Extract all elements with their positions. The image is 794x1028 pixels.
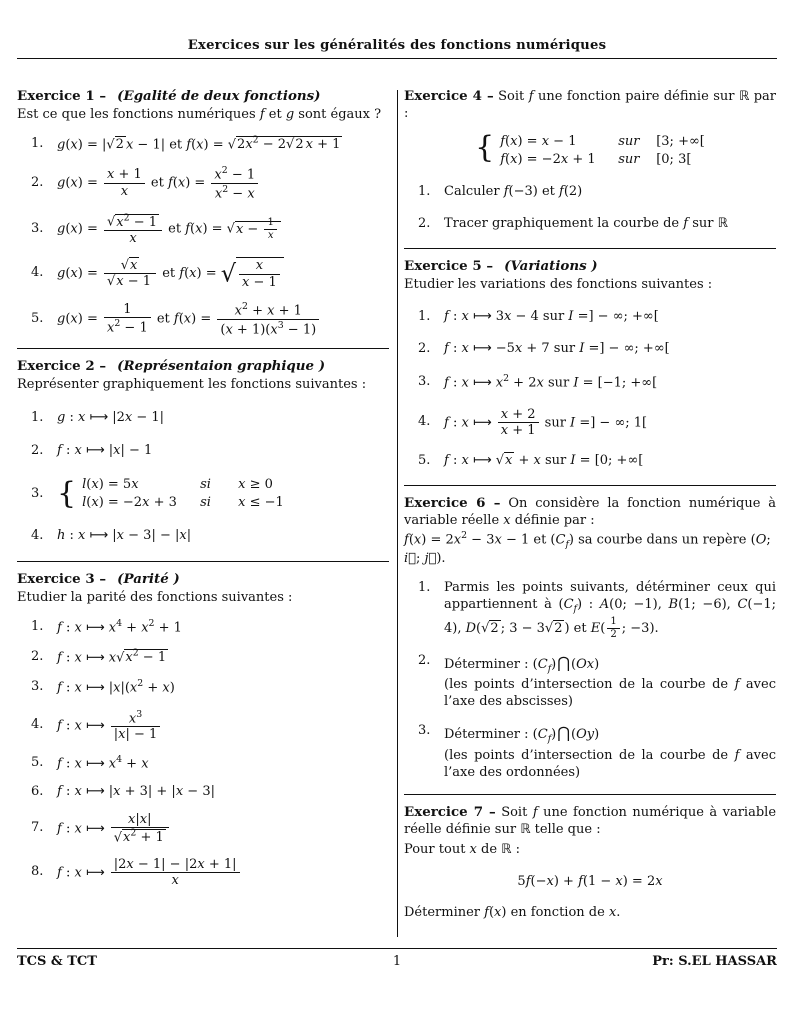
exercise-3-name: (Parité ) [117, 571, 180, 588]
case-keyword: sur [618, 151, 640, 167]
exercise-7-conclusion: Déterminer f(x) en fonction de x. [404, 905, 621, 921]
item-math: f : x ⟼ 3x − 4 sur I =] − ∞; +∞[ [444, 308, 659, 324]
item-number: 2. [31, 442, 44, 458]
ex3-item [31, 678, 389, 697]
exercise-4-intro: Soit f une fonction paire définie sur ℝ par : [404, 89, 776, 121]
item-math: f : x ⟼ |x| − 1 [57, 442, 153, 458]
ex4-item [418, 184, 776, 201]
case-row [500, 151, 705, 169]
exercise-2-title [17, 358, 389, 376]
exercise-7-equation: 5f(−x) + f(1 − x) = 2x [517, 874, 663, 890]
exercise-1-label: Exercice 1 – [17, 88, 107, 104]
exercise-7-label: Exercice 7 – [404, 803, 496, 820]
exercise-1-intro: Est ce que les fonctions numériques f et g sont égaux ? [17, 106, 382, 122]
item-number: 4. [31, 265, 44, 281]
exercise-3-intro: Etudier la parité des fonctions suivantes : [17, 589, 293, 605]
item-math: Tracer graphiquement la courbe de f sur ℝ [444, 216, 728, 232]
ex3-item [31, 648, 389, 667]
ex3-item [31, 709, 389, 743]
case-keyword: si [200, 495, 211, 511]
section-divider [404, 485, 776, 486]
ex3-item [31, 812, 389, 846]
item-number: 1. [31, 410, 44, 426]
item-math: g : x ⟼ |2x − 1| [57, 410, 165, 426]
exercise-6-items [418, 580, 776, 782]
case-expression: f(x) = −2x + 1 [500, 151, 596, 167]
exercise-4-head [404, 88, 776, 123]
item-math: f : x ⟼ $x√x^2 - 1$ [57, 648, 167, 666]
ex4-item [418, 216, 776, 233]
exercise-7-head [404, 804, 776, 839]
item-number: 3. [418, 373, 431, 389]
item-text [444, 653, 776, 712]
ex2-item [31, 528, 389, 545]
case-keyword: si [200, 476, 211, 492]
exercise-7 [404, 804, 776, 922]
item-math: Calculer f(−3) et f(2) [444, 184, 583, 200]
ex5-item [418, 341, 776, 358]
ex5-item [418, 453, 776, 470]
exercise-7-intro: Soit f une fonction numérique à variable réelle définie sur ℝ telle que : [404, 804, 777, 837]
exercise-2-name: (Représentaion graphique ) [117, 358, 326, 375]
item-number: 3. [418, 723, 431, 739]
item-math: f : x ⟼ $\frac{x|x|}{√x^2 + 1}$ [57, 812, 389, 846]
ex1-item [31, 165, 389, 201]
piecewise-cases [500, 133, 705, 169]
ex2-item [31, 410, 389, 427]
item-math: h : x ⟼ |x − 3| − |x| [57, 528, 192, 544]
section-divider [17, 561, 389, 562]
determine-line: Déterminer : $(C_f)⋂(Ox)$ [444, 653, 600, 675]
item-math: f : x ⟼ $\frac{|2x - 1| - |2x + 1|}{x}$ [57, 857, 389, 889]
item-number: 2. [31, 649, 44, 665]
footer-class: TCS & TCT [17, 954, 97, 969]
ex6-item [418, 653, 776, 712]
case-keyword: sur [618, 133, 640, 149]
item-number: 4. [418, 414, 431, 430]
item-math: f : x ⟼ $x^4 + x^2 + 1$ [57, 617, 182, 636]
ex1-item [31, 135, 389, 154]
exercise-2-label: Exercice 2 – [17, 358, 107, 375]
item-math: f : x ⟼ $x^4 + x$ [57, 753, 149, 771]
footer-row [17, 954, 777, 972]
ex5-item [418, 309, 776, 326]
exercise-4-label: Exercice 4 – [404, 88, 494, 104]
case-domain: [0; 3[ [656, 151, 692, 167]
exercise-1-items [31, 135, 389, 337]
case-expression: l(x) = −2x + 3 [82, 495, 177, 511]
item-math: f : x ⟼ |x + 3| + |x − 3| [57, 783, 215, 799]
item-number: 5. [31, 310, 44, 326]
footer-page-number: 1 [392, 954, 402, 969]
case-row [500, 133, 705, 151]
item-number: 6. [31, 783, 44, 799]
item-number: 3. [31, 485, 44, 501]
explanation-line: (les points d’intersection de la courbe de f avec l’axe des ordonnées) [444, 747, 776, 780]
item-number: 3. [31, 220, 44, 236]
item-math: f : x ⟼ −5x + 7 sur I =] − ∞; +∞[ [444, 340, 670, 356]
exercise-2-intro: Représenter graphiquement les fonctions suivantes : [17, 377, 367, 393]
exercise-3 [17, 571, 389, 888]
case-expression: f(x) = x − 1 [500, 133, 577, 149]
item-number: 5. [418, 453, 431, 469]
exercise-1-title [17, 88, 389, 106]
case-condition: x ≤ −1 [238, 495, 284, 511]
right-column [404, 88, 776, 922]
item-math: f : x ⟼ √x + x sur I = [0; +∞[ [444, 453, 644, 469]
exercise-2-items [31, 410, 389, 545]
ex1-item [31, 257, 389, 290]
exercise-4 [404, 88, 776, 233]
item-number: 7. [31, 820, 44, 836]
item-number: 3. [31, 679, 44, 695]
exercise-6-intro: On considère la fonction numérique à variable réelle x définie par : [404, 496, 777, 529]
item-number: 1. [418, 308, 431, 324]
item-number: 4. [31, 528, 44, 544]
item-math: g(x) = $\frac{x + 1}{x}$ et f(x) = $\frac{x^2 - 1}{x^2 - x}$ [57, 165, 389, 201]
item-number: 2. [418, 340, 431, 356]
exercise-3-label: Exercice 3 – [17, 571, 107, 588]
ex2-item-cases [31, 476, 389, 512]
exercise-5-items [418, 309, 776, 471]
item-math: f : x ⟼ $\frac{x^3}{|x| - 1}$ [57, 709, 389, 743]
exercise-1 [17, 88, 389, 337]
exercise-5-name: (Variations ) [504, 257, 598, 274]
item-number: 5. [31, 754, 44, 770]
ex6-item [418, 723, 776, 782]
item-text [444, 723, 776, 782]
item-text: Parmis les points suivants, détérminer ceux qui appartiennent à $(C_f)$ : A(0; −1), B(1; −6), C(−1; 4), D(√2 ; 3 − 3√2 ) et E( $\frac{1}{2}$ ; −3). [444, 580, 777, 640]
item-math: g(x) = |√2 x − 1| et $f(x) = √2x^2 - 2√2$ x + 1 [57, 134, 341, 153]
item-number: 1. [418, 580, 431, 596]
explanation-line: (les points d’intersection de la courbe de f avec l’axe des abscisses) [444, 677, 776, 710]
left-brace: { [57, 476, 77, 512]
ex5-item [418, 373, 776, 392]
section-divider [404, 248, 776, 249]
ex3-item [31, 784, 389, 801]
section-divider [404, 794, 776, 795]
document-header [17, 38, 777, 59]
piecewise-cases [82, 476, 284, 512]
case-expression: l(x) = 5x [82, 476, 139, 492]
exercise-6 [404, 495, 776, 781]
exercise-6-head [404, 495, 776, 530]
item-math: f : x ⟼ $\frac{x + 2}{x + 1}$ sur I =] − ∞; 1[ [444, 406, 648, 439]
section-divider [17, 348, 389, 349]
exercise-4-system [404, 129, 776, 169]
item-math: g(x) = $\frac{√x^2 - 1}{x}$ et f(x) = √x − $\frac{1}{x}$ [57, 212, 389, 246]
item-number: 2. [418, 216, 431, 232]
left-brace: { [475, 129, 495, 165]
ex6-item [418, 580, 776, 641]
ex3-item [31, 618, 389, 637]
exercise-4-items [418, 184, 776, 233]
item-number: 4. [31, 717, 44, 733]
item-number: 2. [31, 174, 44, 190]
ex5-item [418, 407, 776, 439]
exercise-5 [404, 258, 776, 470]
ex2-item [31, 443, 389, 460]
item-math: f : x ⟼ $x^2 + 2x$ sur I = [−1; +∞[ [444, 372, 658, 390]
item-number: 8. [31, 863, 44, 879]
column-divider [397, 90, 398, 937]
ex3-item [31, 857, 389, 889]
item-number: 1. [31, 619, 44, 635]
exercise-2 [17, 358, 389, 545]
exercise-6-label: Exercice 6 – [404, 495, 501, 512]
exercise-3-items [31, 618, 389, 888]
item-number: 1. [31, 135, 44, 151]
item-math: g(x) = $\frac{√x}{√x - 1}$ et f(x) = √ $\frac{x}{x - 1}$ [57, 257, 389, 290]
ex1-item [31, 212, 389, 246]
item-math: g(x) = $\frac{1}{x^2 - 1}$ et f(x) = $\frac{x^2 + x + 1}{(x + 1)(x^3 - 1)}$ [57, 301, 389, 337]
item-number: 1. [418, 184, 431, 200]
page-footer [17, 948, 777, 972]
case-row [82, 476, 284, 494]
determine-line: Déterminer : $(C_f)⋂(Oy)$ [444, 724, 600, 745]
case-condition: x ≥ 0 [238, 476, 273, 492]
exercise-3-title [17, 571, 389, 589]
exercise-6-function-line: $f(x) = 2x^2 - 3x - 1$ et $(C_f)$ sa courbe dans un repère (O; i⃗; j⃗). [404, 530, 771, 567]
item-number: 2. [418, 652, 431, 668]
exercise-5-intro: Etudier les variations des fonctions suivantes : [404, 276, 713, 292]
title-rule [17, 58, 777, 59]
left-column [17, 88, 389, 899]
ex3-item [31, 754, 389, 773]
ex1-item [31, 301, 389, 337]
exercise-5-label: Exercice 5 – [404, 257, 494, 274]
item-math: f : x ⟼ $|x|(x^2 + x)$ [57, 678, 175, 696]
exercise-7-line: Pour tout x de ℝ : [404, 842, 520, 858]
exercise-1-name: (Egalité de deux fonctions) [117, 88, 321, 104]
footer-author: Pr: S.EL HASSAR [652, 954, 777, 969]
case-domain: [3; +∞[ [656, 133, 705, 149]
exercise-5-title [404, 258, 776, 276]
page-title: Exercices sur les généralités des fonctions numériques [187, 38, 607, 53]
case-row [82, 494, 284, 512]
